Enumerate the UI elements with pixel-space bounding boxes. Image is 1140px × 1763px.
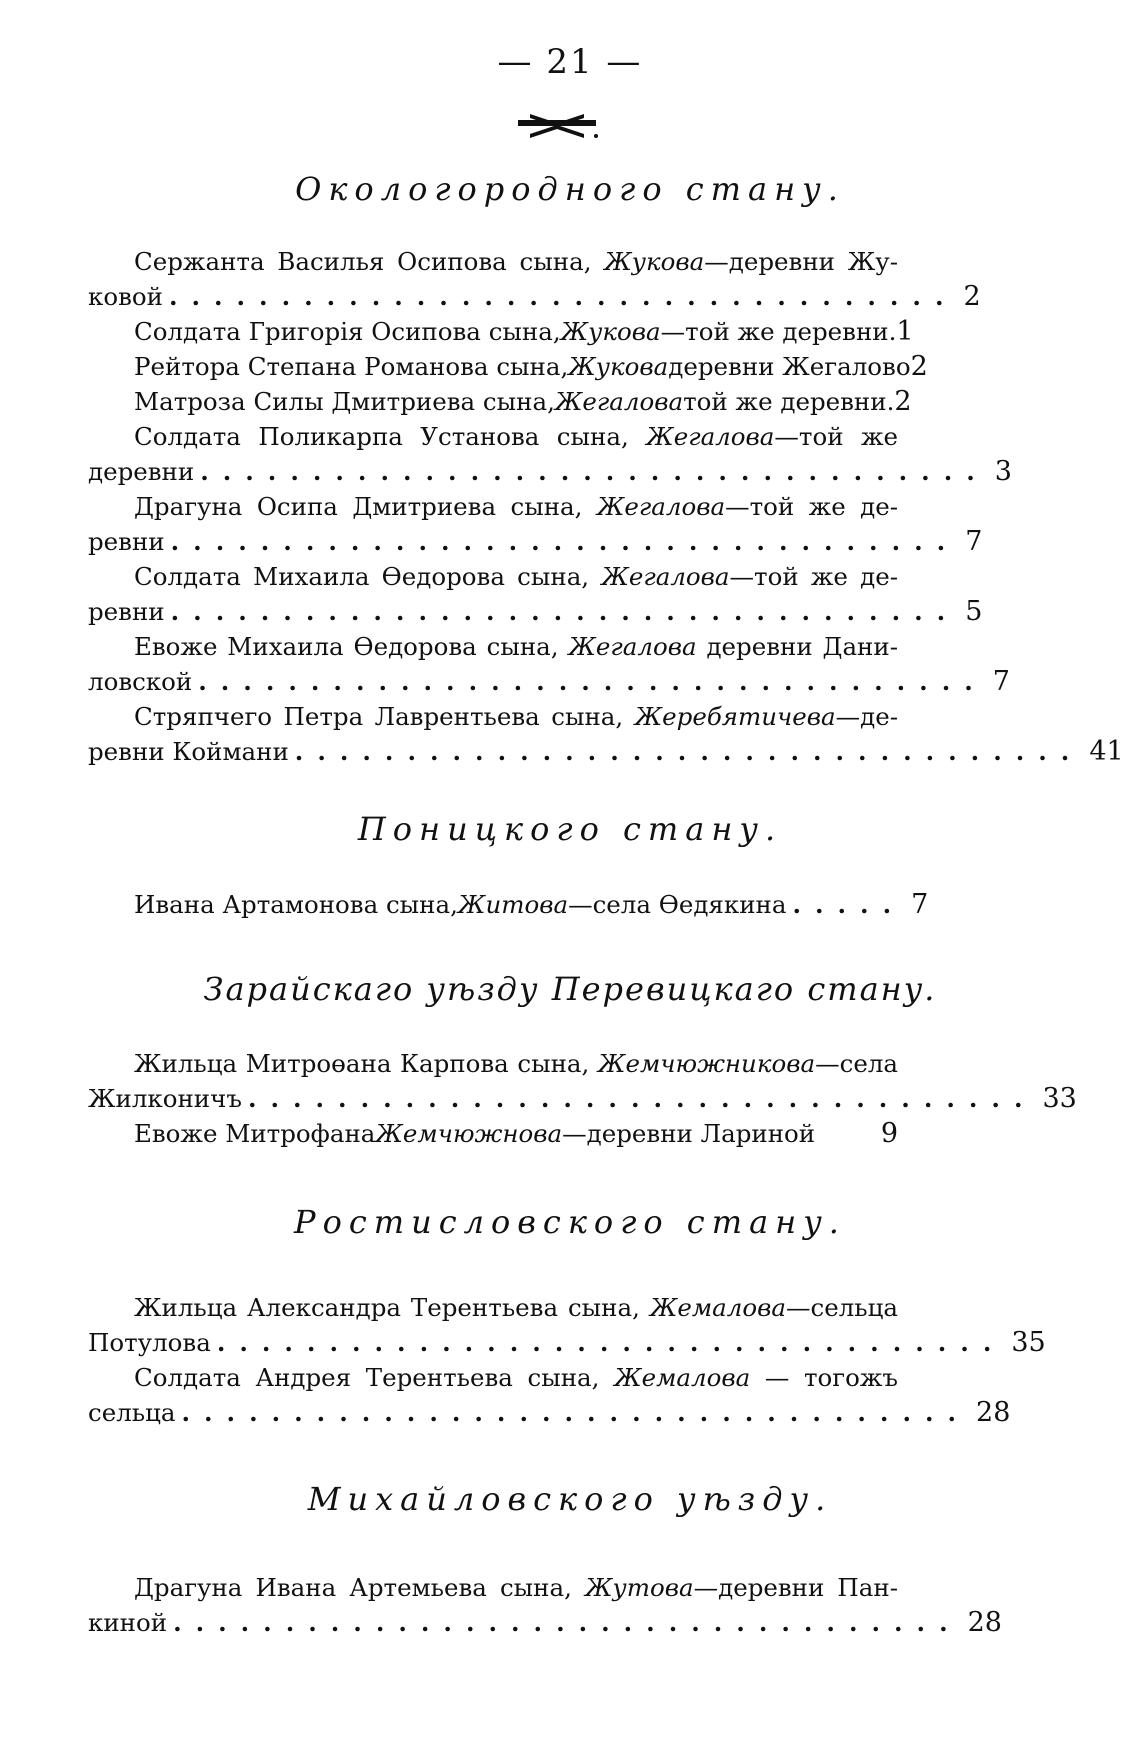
list-item: Рейтора Степана Романова сына, Жукова деревни Жегалово 2 <box>134 351 928 382</box>
count: 28 <box>976 1397 1011 1428</box>
count: 28 <box>967 1607 1002 1638</box>
section-title: Зарайскаго уѣзду Перевицкаго стану. <box>203 970 937 1008</box>
surname: Жемалова <box>649 1293 786 1322</box>
list-item: Стряпчего Петра Лаврентьева сына, Жеребятичева—де- ревни Коймани ................................... 41 <box>88 702 1124 767</box>
surname: Жутова <box>585 1573 694 1602</box>
count: 9 <box>880 1118 898 1149</box>
count: 2 <box>894 386 912 417</box>
count: 7 <box>992 666 1010 697</box>
surname: Жукова <box>560 317 661 346</box>
list-item: Сержанта Василья Осипова сына, Жукова—деревни Жу- ковой ................................... 2 <box>88 247 981 312</box>
section-title: Окологородного стану. <box>295 170 845 208</box>
list-item: Евоже Михаила Өедорова сына, Жегалова деревни Дани- ловской ................................... 7 <box>88 632 1010 697</box>
list-item: Солдата Михаила Өедорова сына, Жегалова—той же де- ревни ................................... 5 <box>88 562 983 627</box>
count: 41 <box>1089 736 1124 767</box>
count: 1 <box>896 316 914 347</box>
count: 2 <box>910 351 928 382</box>
surname: Жемчюжникова <box>597 1049 816 1078</box>
surname: Жемалова <box>614 1363 751 1392</box>
list-item: Драгуна Осипа Дмитриева сына, Жегалова—той же де- ревни ................................... 7 <box>88 492 983 557</box>
page-number: — 21 — <box>497 42 643 82</box>
list-item: Матроза Силы Дмитриева сына, Жегалова той же деревни. 2 <box>134 386 912 417</box>
surname: Житова <box>457 890 569 919</box>
count: 33 <box>1042 1083 1077 1114</box>
surname: Жегалова <box>568 632 697 661</box>
surname: Жегалова <box>596 492 726 521</box>
section-title: Поницкого стану. <box>357 810 783 848</box>
list-item: Евоже Митрофана Жемчюжнова —деревни Лариной 9 <box>134 1118 898 1149</box>
list-item: Жильца Александра Терентьева сына, Жемалова—сельца Потулова ................................... 35 <box>88 1293 1046 1358</box>
surname: Жукова <box>604 247 705 276</box>
surname: Жегалова <box>554 387 684 416</box>
count: 5 <box>965 596 983 627</box>
list-item: Драгуна Ивана Артемьева сына, Жутова—деревни Пан- киной ................................... 28 <box>88 1573 1002 1638</box>
section-title: Ростисловского стану. <box>294 1203 846 1241</box>
surname: Жегалова <box>646 422 775 451</box>
surname: Жеребятичева <box>634 702 836 731</box>
surname: Жегалова <box>601 562 730 591</box>
list-item: Солдата Григорія Осипова сына, Жукова —той же деревни. 1 <box>134 316 914 347</box>
count: 7 <box>911 889 929 920</box>
surname: Жукова <box>568 352 669 381</box>
count: 2 <box>963 281 981 312</box>
count: 3 <box>994 456 1012 487</box>
list-item: Солдата Андрея Терентьева сына, Жемалова — тогожъ сельца ................................... 28 <box>88 1363 1011 1428</box>
ornament-icon <box>516 112 598 140</box>
list-item: Солдата Поликарпа Установа сына, Жегалова—той же деревни ................................... 3 <box>88 422 1012 487</box>
section-title: Михайловского уѣзду. <box>307 1480 833 1518</box>
list-item: Ивана Артамонова сына, Житова —села Өедякина ..... 7 <box>134 889 929 920</box>
count: 7 <box>965 526 983 557</box>
count: 35 <box>1011 1327 1046 1358</box>
surname: Жемчюжнова <box>375 1119 563 1148</box>
list-item: Жильца Митроөана Карпова сына, Жемчюжникова—села Жилконичъ ................................... 33 <box>88 1049 1077 1114</box>
